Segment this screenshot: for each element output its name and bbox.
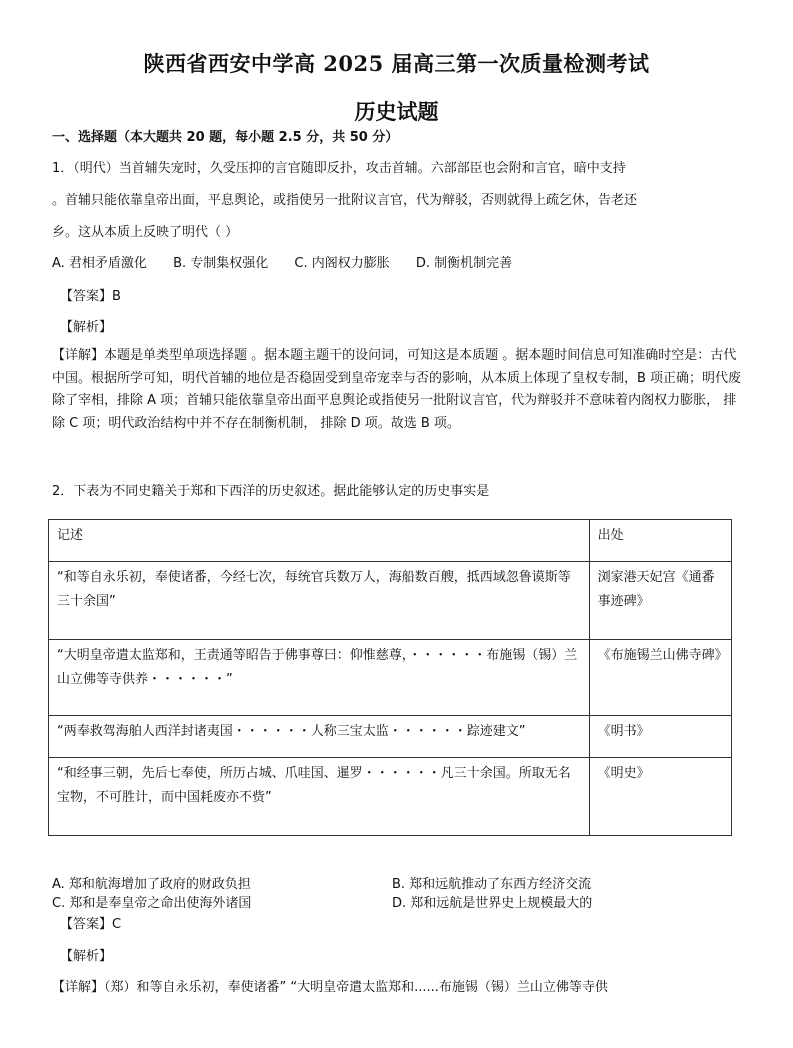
table-row xyxy=(49,640,732,716)
exam-subtitle: 历史试题 xyxy=(354,99,439,124)
record-cell: “和等自永乐初，奉使诸番，今经七次，每统官兵数万人，海船数百艘，抵西域忽鲁谟斯等三十余国” xyxy=(49,562,590,640)
q1-stem-line: 。首辅只能依靠皇帝出面，平息舆论，或指使另一批附议言官，代为辩驳，否则就得上疏乞休，告老还 xyxy=(52,193,638,208)
q1-stem-line: 1．（明代）当首辅失宠时，久受压抑的言官随即反扑，攻击首辅。六部部臣也会附和言官，暗中支持 xyxy=(52,161,626,176)
q1-answer: 【答案】B xyxy=(60,289,121,304)
source-cell: 浏家港天妃宫《通番事迹碑》 xyxy=(589,562,731,640)
q1-options xyxy=(52,252,534,271)
q1-detail: 【详解】本题是单类型单项选择题 。据本题主题干的设问词，可知这是本质题 。据本题时间信息可知准确时空是：古代中国。根据所学可知，明代首辅的地位是否稳固受到皇帝宠幸与否的影响，从本质上体现了皇权专制，B 项正确；明代废除了宰相，排除 A 项；首辅只能依靠皇帝出面平息舆论或指使另一批附议言官，代为辩驳并不意味着内阁权力膨胀， 排除 C 项；明代政治结构中并不存在制衡机制， 排除 D 项。故选 B 项。 xyxy=(52,348,742,431)
q2-stem: 2．下表为不同史籍关于郑和下西洋的历史叙述。据此能够认定的历史事实是 xyxy=(52,484,490,499)
q1-option-b: B. 专制集权强化 xyxy=(173,256,269,271)
q2-option-b: B. 郑和远航推动了东西方经济交流 xyxy=(392,877,592,892)
table-row xyxy=(49,716,732,758)
q2-source-table xyxy=(48,519,732,836)
q2-detail: 【详解】（郑）和等自永乐初，奉使诸番” “大明皇帝遣太监郑和......布施锡（锡）兰山立佛等寺供 xyxy=(52,980,608,995)
record-cell: “两奉救驾海舶人西洋封诸夷国・・・・・・人称三宝太监・・・・・・踪迹建文” xyxy=(49,716,590,758)
source-cell: 《明书》 xyxy=(589,716,731,758)
q1-option-d: D. 制衡机制完善 xyxy=(415,256,513,271)
section-heading: 一、选择题（本大题共 20 题，每小题 2.5 分，共 50 分） xyxy=(52,130,399,145)
q1-stem-line: 乡。这从本质上反映了明代（ ） xyxy=(52,225,239,240)
q2-option-c: C. 郑和是奉皇帝之命出使海外诸国 xyxy=(52,896,252,911)
header-cell-record: 记述 xyxy=(49,520,590,562)
table-header-row xyxy=(49,520,732,562)
source-cell: 《明史》 xyxy=(589,758,731,836)
q2-options xyxy=(52,873,744,911)
record-cell: “和经事三朝，先后七奉使，所历占城、爪哇国、暹罗・・・・・・凡三十余国。所取无名宝物，不可胜计，而中国耗废亦不赀” xyxy=(49,758,590,836)
header-cell-source: 出处 xyxy=(589,520,731,562)
q2-option-d: D. 郑和远航是世界史上规模最大的 xyxy=(392,896,593,911)
exam-title: 陕西省西安中学高 2025 届高三第一次质量检测考试 xyxy=(143,51,650,76)
record-cell: “大明皇帝遣太监郑和，王责通等昭告于佛事尊曰：仰惟慈尊，・・・・・・布施锡（锡）兰山立佛等寺供养・・・・・・” xyxy=(49,640,590,716)
source-cell: 《布施锡兰山佛寺碑》 xyxy=(589,640,731,716)
q2-answer: 【答案】C xyxy=(60,917,122,932)
q2-option-a: A. 郑和航海增加了政府的财政负担 xyxy=(52,877,251,892)
q1-analysis-label: 【解析】 xyxy=(60,320,113,335)
q1-option-c: C. 内阁权力膨胀 xyxy=(294,256,390,271)
table-row xyxy=(49,758,732,836)
q2-analysis-label: 【解析】 xyxy=(60,949,113,964)
q1-option-a: A. 君相矛盾激化 xyxy=(52,256,147,271)
table-row xyxy=(49,562,732,640)
